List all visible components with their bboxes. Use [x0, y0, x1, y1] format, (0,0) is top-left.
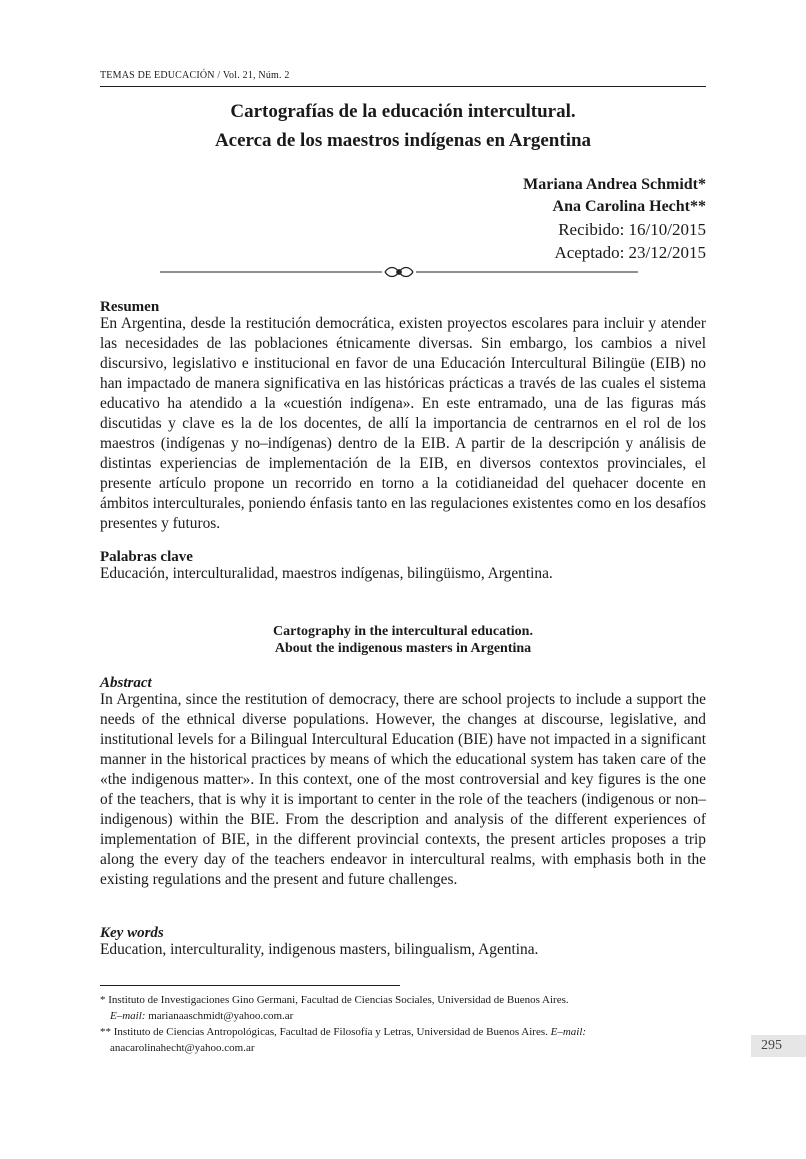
- article-title-line-2: Acerca de los maestros indígenas en Argentina: [214, 130, 592, 151]
- key-words-section: [100, 926, 706, 960]
- ornament-divider: [160, 264, 638, 280]
- journal-name: TEMAS DE EDUCACIÓN: [100, 70, 215, 81]
- resumen-heading: Resumen: [100, 299, 160, 315]
- header-rule: [100, 86, 706, 87]
- footnote-2-email-label: E–mail:: [550, 1026, 587, 1038]
- author-1: Mariana Andrea Schmidt*: [523, 176, 706, 193]
- author-2: Ana Carolina Hecht**: [552, 198, 706, 215]
- english-title-line-1: Cartography in the intercultural education.: [273, 624, 533, 639]
- footnote-1-text: * Instituto de Investigaciones Gino Germani, Facultad de Ciencias Sociales, Universidad de Buenos Aires.: [100, 994, 569, 1006]
- palabras-clave-section: [100, 550, 706, 584]
- footnote-2-text: ** Instituto de Ciencias Antropológicas, Facultad de Filosofía y Letras, Universidad de Buenos Aires.: [100, 1026, 548, 1038]
- key-words-text: Education, interculturality, indigenous masters, bilingualism, Agentina.: [100, 941, 539, 958]
- footnote-1-email-label: E–mail:: [110, 1010, 146, 1022]
- footnote-1: [100, 992, 706, 1024]
- footnote-rule: [100, 985, 400, 986]
- page-number: 295: [751, 1035, 806, 1057]
- abstract-heading: Abstract: [100, 675, 152, 691]
- footnote-2: [100, 1024, 706, 1056]
- journal-issue: / Vol. 21, Núm. 2: [217, 70, 290, 81]
- received-date: Recibido: 16/10/2015: [558, 220, 706, 239]
- author-block: [523, 174, 706, 264]
- footnotes: [100, 992, 706, 1056]
- english-title-line-2: About the indigenous masters in Argentina: [274, 641, 532, 656]
- resumen-text: En Argentina, desde la restitución democrática, existen proyectos escolares para incluir y atender las necesidades de las poblaciones étnicamente diversas. Sin embargo, los cambios a nivel discursivo, legislativo e institucional en favor de una Educación Intercultural Bilingüe (EIB) no han impactado de manera significativa en las históricas prácticas a través de las cuales el sistema educativo ha atendido a la «cuestión indígena». En este entramado, una de las figuras más discutidas y clave es la de los docentes, de allí la importancia de centrarnos en el rol de los maestros (indígenas y no–indígenas) dentro de la EIB. A partir de la descripción y análisis de distintas experiencias de implementación de la EIB, en diversos contextos provinciales, el presente artículo propone un recorrido en torno a la cotidianeidad del quehacer docente en ámbitos interculturales, poniendo énfasis tanto en las regulaciones existentes como en los desafíos presentes y futuros.: [100, 315, 706, 532]
- article-title-line-1: Cartografías de la educación intercultural.: [230, 101, 576, 122]
- accepted-date: Aceptado: 23/12/2015: [554, 243, 706, 262]
- footnote-1-email: marianaaschmidt@yahoo.com.ar: [148, 1010, 294, 1022]
- abstract-text: In Argentina, since the restitution of democracy, there are school projects to include a support the needs of the ethnical diverse populations. However, the changes at discourse, legislative, and institutional levels for a Bilingual Intercultural Education (BIE) have not impacted in a significant manner in the historical practices by means of which the educational system has taken care of the «the indigenous matter». In this context, one of the most controversial and key figures is the one of the teachers, that is why it is important to center in the role of the teachers (indigenous or non–indigenous) within the BIE. From the description and analysis of the different experiences of implementation of BIE, in the different provincial contexts, the present articles proposes a trip along the every day of the teachers endeavor in intercultural realms, with emphasis both in the existing regulations and the present and future challenges.: [100, 691, 706, 888]
- palabras-clave-heading: Palabras clave: [100, 549, 193, 565]
- palabras-clave-text: Educación, interculturalidad, maestros indígenas, bilingüismo, Argentina.: [100, 565, 553, 582]
- key-words-heading: Key words: [100, 925, 164, 941]
- resumen-section: [100, 300, 706, 534]
- abstract-section: [100, 676, 706, 890]
- running-head: [100, 70, 706, 81]
- footnote-2-email: anacarolinahecht@yahoo.com.ar: [110, 1042, 255, 1054]
